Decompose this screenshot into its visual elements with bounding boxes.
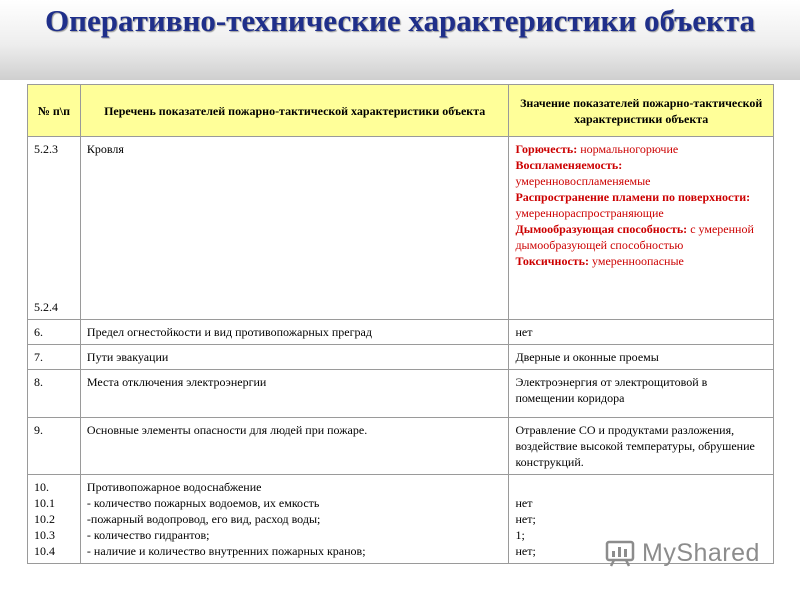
roof-number-bottom: 5.2.4	[34, 300, 58, 314]
row-name: Места отключения электроэнергии	[80, 370, 509, 418]
water-name: - наличие и количество внутренних пожарных кранов;	[86, 544, 366, 558]
water-value: нет;	[515, 512, 536, 526]
row-name: Пути эвакуации	[80, 345, 509, 370]
roof-value-cell	[509, 137, 774, 320]
header-indicator-list: Перечень показателей пожарно-тактической характеристики объекта	[80, 85, 509, 137]
roof-prop-flame-spread: Распространение пламени по поверхности: умереннораспространяющие	[515, 190, 751, 220]
myshared-logo-icon	[604, 537, 636, 569]
row-number: 8.	[28, 370, 81, 418]
table-row	[28, 320, 774, 345]
row-name: Предел огнестойкости и вид противопожарных преград	[80, 320, 509, 345]
table-row	[28, 345, 774, 370]
row-value: Электроэнергия от электрощитовой в помещении коридора	[509, 370, 774, 418]
row-value: Дверные и оконные проемы	[509, 345, 774, 370]
water-value	[515, 479, 767, 495]
table-row	[28, 418, 774, 475]
row-name: Основные элементы опасности для людей при пожаре.	[80, 418, 509, 475]
roof-number-cell	[28, 137, 81, 320]
water-numbers-cell	[28, 475, 81, 564]
roof-prop-combustibility: Горючесть: нормальногорючие	[515, 142, 679, 156]
roof-number-top: 5.2.3	[34, 142, 58, 156]
water-name: Противопожарное водоснабжение	[86, 480, 262, 494]
roof-prop-flammability: Воспламеняемость: умеренновоспламеняемые	[515, 158, 651, 188]
slide-title: Оперативно-технические характеристики объекта	[44, 3, 756, 38]
water-number: 10.3	[34, 528, 55, 542]
characteristics-table	[27, 84, 774, 564]
water-number: 10.	[34, 480, 49, 494]
roof-name-cell: Кровля	[80, 137, 509, 320]
roof-prop-toxicity: Токсичность: умеренноопасные	[515, 254, 684, 268]
table-row	[28, 370, 774, 418]
water-name: - количество пожарных водоемов, их емкость	[86, 496, 320, 510]
water-value: нет;	[515, 544, 536, 558]
row-number: 6.	[28, 320, 81, 345]
watermark-text: MyShared	[642, 538, 760, 567]
water-names-cell	[80, 475, 509, 564]
row-number: 7.	[28, 345, 81, 370]
row-value: Отравление СО и продуктами разложения, воздействие высокой температуры, обрушение конструкций.	[509, 418, 774, 475]
water-name: - количество гидрантов;	[86, 528, 210, 542]
roof-prop-smoke-forming: Дымообразующая способность: с умеренной дымообразующей способностью	[515, 222, 754, 252]
water-number: 10.4	[34, 544, 55, 558]
myshared-watermark	[604, 535, 779, 571]
header-indicator-value: Значение показателей пожарно-тактической характеристики объекта	[509, 85, 774, 137]
table-row-roof	[28, 137, 774, 320]
water-value: нет	[515, 496, 533, 510]
water-number: 10.1	[34, 496, 55, 510]
table-header-row	[28, 85, 774, 137]
water-number: 10.2	[34, 512, 55, 526]
row-number: 9.	[28, 418, 81, 475]
water-name: -пожарный водопровод, его вид, расход воды;	[86, 512, 321, 526]
row-value: нет	[509, 320, 774, 345]
water-value: 1;	[515, 528, 525, 542]
header-number: № п\п	[28, 85, 81, 137]
